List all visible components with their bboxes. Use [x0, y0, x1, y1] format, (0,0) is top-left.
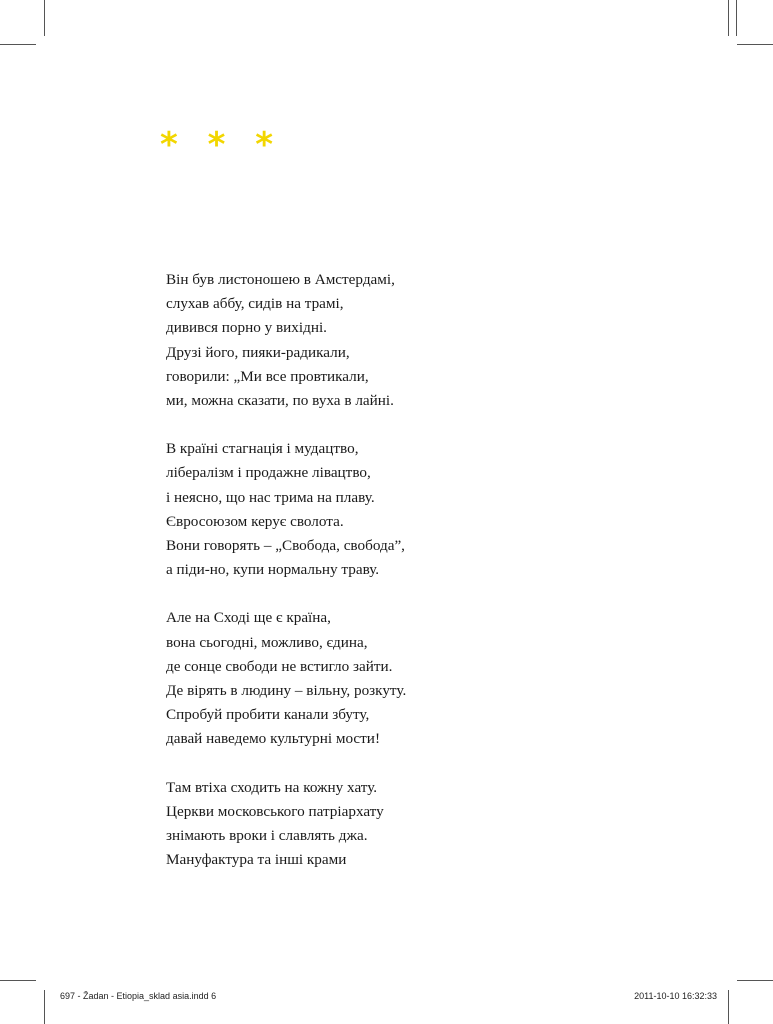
poem-line: Але на Сході ще є країна, — [166, 609, 331, 627]
crop-mark — [736, 0, 737, 36]
poem-line: Він був листоношею в Амстердамі, — [166, 271, 395, 288]
poem-line: Вони говорять – „Свобода, свобода”, — [166, 537, 405, 555]
poem-line: слухав аббу, сидів на трамі, — [166, 295, 344, 313]
stanza — [166, 606, 666, 751]
poem-line: Церкви московського патріархату — [166, 802, 384, 820]
poem-line: вона сьогодні, можливо, єдина, — [166, 633, 368, 651]
poem-line: Друзі його, пияки-радикали, — [166, 343, 350, 361]
crop-mark — [44, 0, 45, 36]
crop-mark — [44, 990, 45, 1024]
poem-line: знімають вроки і славлять джа. — [166, 827, 368, 845]
crop-mark — [0, 44, 36, 45]
poem-line: а піди-но, купи нормальну траву. — [166, 561, 380, 579]
poem-line: Де вірять в людину – вільну, розкуту. — [166, 682, 407, 700]
stanza — [166, 268, 666, 413]
poem — [166, 268, 666, 896]
crop-mark — [728, 990, 729, 1024]
poem-line: ми, можна сказати, по вуха в лайні. — [166, 392, 394, 410]
stanza — [166, 437, 666, 582]
print-slug-filename: 697 - Žadan - Etiopia_sklad asia.indd 6 — [60, 991, 217, 1001]
section-break-stars: * * * — [160, 125, 283, 165]
poem-line: Євросоюзом керує сволота. — [166, 512, 344, 530]
crop-mark — [737, 980, 773, 981]
poem-line: давай наведемо культурні мости! — [166, 730, 380, 748]
crop-mark — [0, 980, 36, 981]
crop-mark — [728, 0, 729, 36]
poem-line: говорили: „Ми все провтикали, — [166, 367, 369, 385]
stanza — [166, 776, 666, 873]
poem-line: де сонце свободи не встигло зайти. — [166, 657, 393, 675]
poem-line: Там втіха сходить на кожну хату. — [166, 778, 378, 796]
poem-line: Мануфактура та інші крами — [166, 851, 347, 869]
poem-line: Спробуй пробити канали збуту, — [166, 706, 370, 724]
poem-line: лібералізм і продажне лівацтво, — [166, 464, 371, 482]
crop-mark — [737, 44, 773, 45]
print-slug-timestamp: 2011-10-10 16:32:33 — [634, 991, 717, 1001]
poem-line: і неясно, що нас трима на плаву. — [166, 488, 375, 506]
poem-line: В країні стагнація і мудацтво, — [166, 440, 359, 458]
poem-line: дивився порно у вихідні. — [166, 319, 327, 337]
